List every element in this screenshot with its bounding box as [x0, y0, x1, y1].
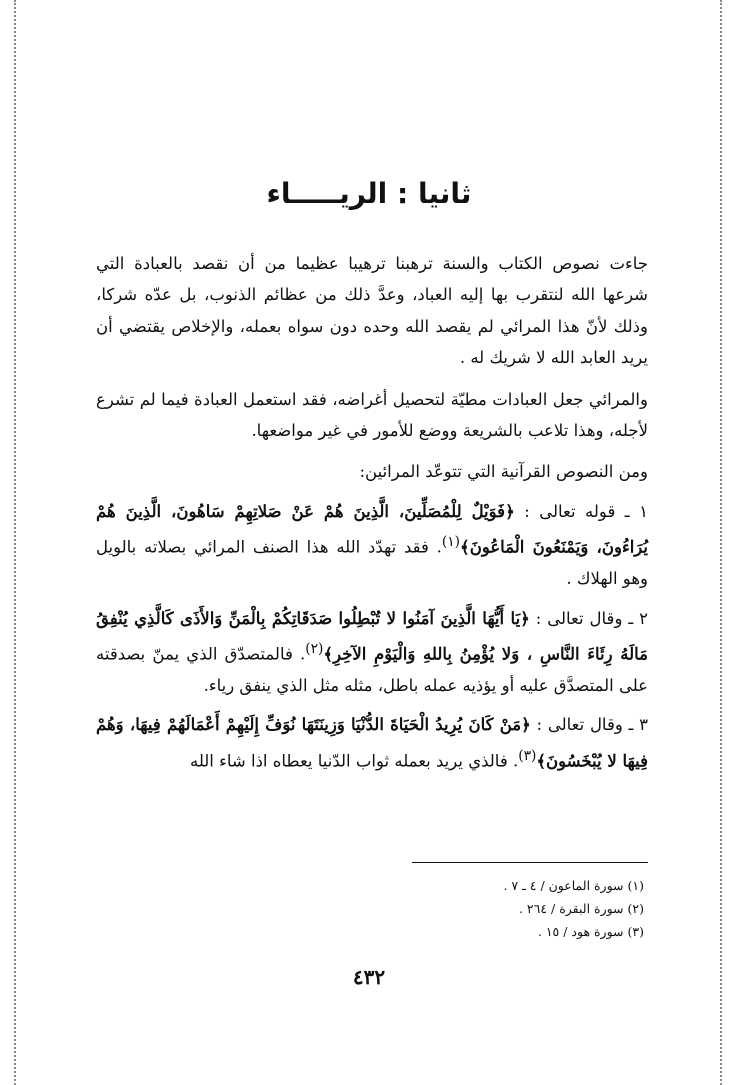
paragraph-warning: جاءت نصوص الكتاب والسنة ترهبنا ترهيبا عظيما من أن نقصد بالعبادة التي شرعها الله لنتقرب بها إليه العباد، وعدَّ ذلك من عظائم الذنوب، بل عدّه شركا، وذلك لأنّ هذا المرائي لم يقصد الله وحده دون سواه بعمله، والإخلاص يقتضي أن يريد العابد الله لا شريك له . — [96, 254, 648, 368]
item-commentary: . فالمتصدّق الذي يمنّ بصدقته على المتصدَّق عليه أو يؤذيه عمله باطل، مثله مثل الذي ينفق رياء. — [96, 644, 648, 695]
left-dotted-margin — [14, 0, 16, 1085]
item-lead: ٣ ـ وقال تعالى : — [536, 715, 649, 735]
quran-verse: ﴿فَوَيْلٌ لِلْمُصَلِّينَ، الَّذِينَ هُمْ عَنْ صَلاتِهِمْ سَاهُونَ، الَّذِينَ هُمْ يُرَاءُونَ، وَيَمْنَعُونَ الْمَاعُونَ﴾ — [96, 501, 649, 557]
page-number: ٤٣٢ — [352, 965, 386, 989]
footnote: (٢) سورة البقرة / ٢٦٤ . — [518, 901, 644, 916]
footnote-ref: (١) — [441, 534, 461, 551]
footnote-ref: (٣) — [518, 747, 537, 764]
item-lead: ١ ـ قوله تعالى : — [524, 501, 648, 521]
footnote-divider — [412, 862, 648, 863]
item-commentary: . فالذي يريد بعمله ثواب الدّنيا يعطاه اذا شاء الله — [189, 751, 519, 771]
right-dotted-margin — [720, 0, 722, 1085]
list-item — [96, 603, 648, 702]
footnotes — [412, 874, 648, 943]
item-commentary: . فقد تهدّد الله هذا الصنف المرائي بصلاته بالويل وهو الهلاك . — [96, 537, 648, 589]
section-title: ثانيا : الريـــــاء — [266, 177, 472, 210]
paragraph-intro: ومن النصوص القرآنية التي تتوعّد المرائين: — [359, 462, 648, 482]
footnote: (٣) سورة هود / ١٥ . — [537, 924, 644, 939]
quran-verse: ﴿يَا أَيُّهَا الَّذِينَ آمَنُوا لا تُبْطِلُوا صَدَقَاتِكُمْ بِالْمَنِّ وَالأَذَى كَالَّذِي يُنْفِقُ مَالَهُ رِئَاءَ النَّاسِ ، وَلا يُؤْمِنُ بِاللهِ وَالْيَوْمِ الآخِرِ﴾ — [96, 608, 648, 664]
footnote: (١) سورة الماعون / ٤ ـ ٧ . — [503, 878, 644, 893]
quran-verse: ﴿مَنْ كَانَ يُرِيدُ الْحَيَاةَ الدُّنْيَا وَزِينَتَهَا نُوَفِّ إِلَيْهِمْ أَعْمَالَهُمْ فِيهَا، وَهُمْ فِيهَا لا يُبْخَسُونَ﴾ — [96, 715, 648, 771]
item-lead: ٢ ـ وقال تعالى : — [535, 608, 648, 628]
paragraph-hypocrite: والمرائي جعل العبادات مطيّة لتحصيل أغراضه، فقد استعمل العبادة فيما لم تشرع لأجله، وهذا تلاعب بالشريعة ووضع للأمور في غير مواضعها. — [96, 389, 648, 441]
list-item — [96, 496, 648, 595]
list-item — [96, 709, 648, 776]
page-body — [96, 248, 648, 785]
footnote-ref: (٢) — [305, 640, 324, 657]
